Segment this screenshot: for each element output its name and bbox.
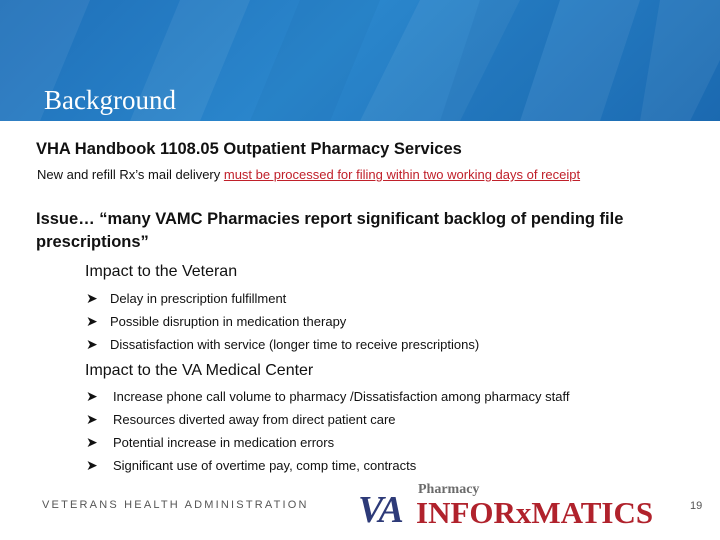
arrow-bullet-icon: ➤ bbox=[86, 388, 98, 404]
page-title: Background bbox=[44, 85, 176, 115]
handbook-heading: VHA Handbook 1108.05 Outpatient Pharmacy Services bbox=[36, 140, 462, 158]
mail-delivery-line bbox=[37, 167, 580, 182]
list-item: ➤ Significant use of overtime pay, comp time, contracts bbox=[86, 457, 417, 473]
header-banner bbox=[0, 0, 720, 121]
page-number: 19 bbox=[690, 500, 703, 512]
arrow-bullet-icon: ➤ bbox=[86, 434, 98, 450]
medical-center-impact-title: Impact to the VA Medical Center bbox=[85, 362, 314, 379]
arrow-bullet-icon: ➤ bbox=[86, 336, 98, 352]
arrow-bullet-icon: ➤ bbox=[86, 457, 98, 473]
mail-delivery-prefix: New and refill Rx’s mail delivery bbox=[37, 167, 224, 182]
list-item: ➤ Possible disruption in medication therapy bbox=[86, 313, 347, 329]
logo-va-text: VA bbox=[358, 489, 402, 531]
mail-delivery-emphasis: must be processed for filing within two working days of receipt bbox=[223, 167, 581, 182]
list-item: ➤ Dissatisfaction with service (longer time to receive prescriptions) bbox=[86, 336, 480, 352]
list-item: ➤ Potential increase in medication errors bbox=[86, 434, 335, 450]
veteran-impact-title: Impact to the Veteran bbox=[85, 263, 238, 280]
pharmacy-informatics-logo bbox=[358, 482, 654, 531]
arrow-bullet-icon: ➤ bbox=[86, 313, 98, 329]
list-item: ➤ Increase phone call volume to pharmacy /Dissatisfaction among pharmacy staff bbox=[86, 388, 570, 404]
logo-pharmacy-text: Pharmacy bbox=[418, 482, 480, 497]
list-item: ➤ Delay in prescription fulfillment bbox=[86, 290, 287, 306]
logo-informatics-text: INFORxMATICS bbox=[416, 495, 654, 530]
issue-line-1: Issue… “many VAMC Pharmacies report significant backlog of pending file bbox=[36, 210, 624, 228]
list-item: ➤ Resources diverted away from direct patient care bbox=[86, 411, 396, 427]
arrow-bullet-icon: ➤ bbox=[86, 290, 98, 306]
issue-line-2: prescriptions” bbox=[36, 233, 149, 251]
arrow-bullet-icon: ➤ bbox=[86, 411, 98, 427]
footer-organization: VETERANS HEALTH ADMINISTRATION bbox=[42, 499, 309, 511]
